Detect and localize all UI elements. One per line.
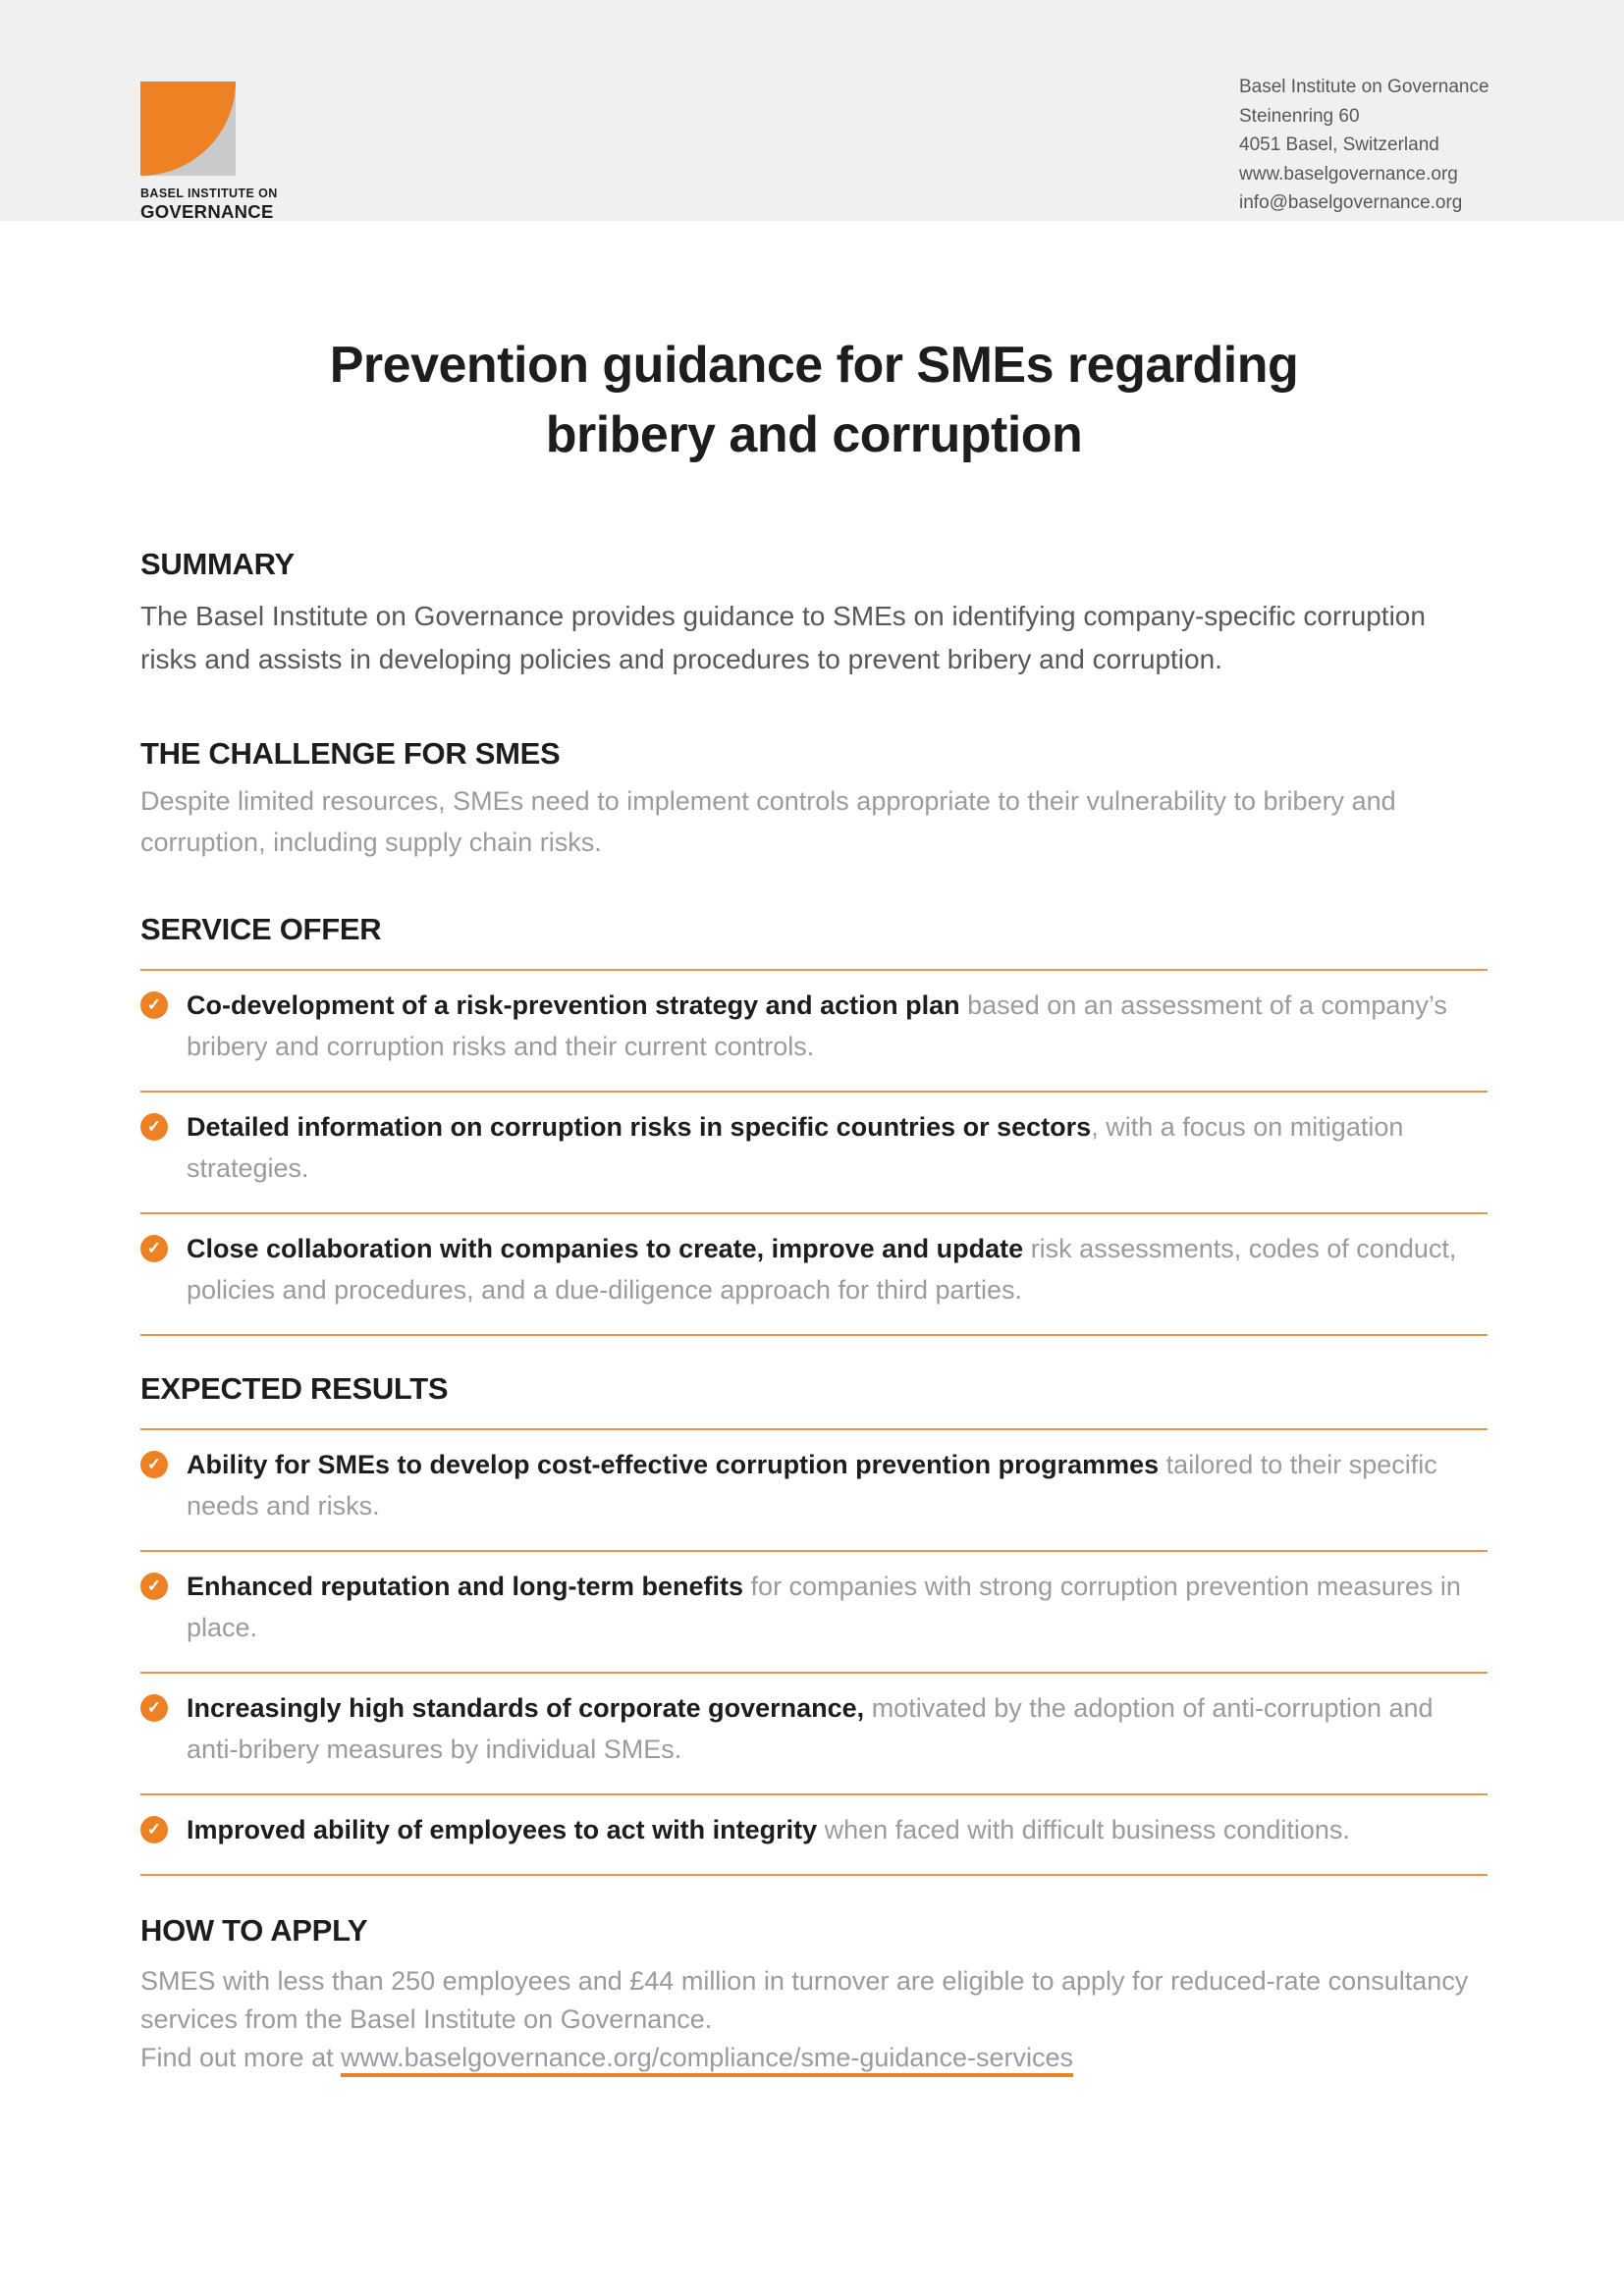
- list-item-lead: Detailed information on corruption risks in specific countries or sectors: [187, 1112, 1092, 1142]
- list-item: [140, 1091, 1488, 1212]
- check-icon: ✓: [140, 1113, 168, 1141]
- list-item-lead: Close collaboration with companies to create, improve and update: [187, 1234, 1024, 1263]
- section-service-offer: [140, 912, 1488, 1336]
- logo-text-line1: BASEL INSTITUTE ON: [140, 187, 278, 200]
- list-item-text: [187, 1687, 1488, 1770]
- list-item-text: [187, 1809, 1350, 1850]
- list-item-detail: tailored to their specific needs and risks.: [187, 1450, 1437, 1521]
- list-item-text: [187, 1566, 1488, 1648]
- list-item-lead: Ability for SMEs to develop cost-effective corruption prevention programmes: [187, 1450, 1160, 1479]
- service-offer-list: [140, 969, 1488, 1336]
- list-item: [140, 1793, 1488, 1874]
- list-item-detail: based on an assessment of a company’s bribery and corruption risks and their current controls.: [187, 990, 1447, 1061]
- logo-mark-icon: [140, 81, 236, 176]
- check-icon: ✓: [140, 1573, 168, 1600]
- section-summary: [140, 547, 1488, 681]
- list-item-text: [187, 1228, 1488, 1310]
- list-item: [140, 1428, 1488, 1550]
- sme-guidance-link[interactable]: www.baselgovernance.org/compliance/sme-guidance-services: [341, 2043, 1073, 2077]
- service-offer-heading: SERVICE OFFER: [140, 912, 382, 946]
- check-icon: ✓: [140, 1816, 168, 1843]
- list-item: [140, 969, 1488, 1091]
- list-item-detail: when faced with difficult business conditions.: [817, 1815, 1350, 1844]
- expected-results-list: [140, 1428, 1488, 1876]
- list-item-detail: risk assessments, codes of conduct, policies and procedures, and a due-diligence approach for third parties.: [187, 1234, 1457, 1305]
- contact-street: Steinenring 60: [1239, 105, 1360, 127]
- logo: [140, 81, 298, 223]
- list-item-lead: Increasingly high standards of corporate governance,: [187, 1693, 865, 1723]
- challenge-text: Despite limited resources, SMEs need to implement controls appropriate to their vulnerability to bribery and corruption, including supply chain risks.: [140, 786, 1396, 857]
- find-out-more-prefix: Find out more at: [140, 2043, 342, 2072]
- check-icon: ✓: [140, 1694, 168, 1722]
- how-to-apply-text: SMES with less than 250 employees and £44 million in turnover are eligible to apply for reduced-rate consultancy services from the Basel Institute on Governance.: [140, 1966, 1469, 2034]
- page-title: [140, 331, 1488, 470]
- list-item: [140, 1212, 1488, 1334]
- list-item-text: [187, 1444, 1488, 1526]
- challenge-heading: THE CHALLENGE FOR SMES: [140, 736, 561, 771]
- section-how-to-apply: [140, 1913, 1488, 2077]
- logo-text-line2: GOVERNANCE: [140, 201, 274, 222]
- document-body: [0, 331, 1624, 2077]
- contact-email: info@baselgovernance.org: [1239, 192, 1463, 213]
- page-title-line1: Prevention guidance for SMEs regarding: [329, 337, 1299, 394]
- list-item-detail: for companies with strong corruption prevention measures in place.: [187, 1572, 1461, 1642]
- find-out-more-line: [140, 2039, 1488, 2077]
- list-item-detail: motivated by the adoption of anti-corruption and anti-bribery measures by individual SMEs.: [187, 1693, 1434, 1764]
- summary-heading: SUMMARY: [140, 547, 295, 581]
- page-title-line2: bribery and corruption: [545, 406, 1083, 463]
- list-item-text: [187, 985, 1488, 1067]
- check-icon: ✓: [140, 991, 168, 1019]
- how-to-apply-heading: HOW TO APPLY: [140, 1913, 368, 1948]
- contact-website: www.baselgovernance.org: [1239, 163, 1458, 185]
- section-expected-results: [140, 1371, 1488, 1876]
- check-icon: ✓: [140, 1235, 168, 1262]
- list-item-lead: Enhanced reputation and long-term benefits: [187, 1572, 744, 1601]
- list-item-lead: Improved ability of employees to act with integrity: [187, 1815, 818, 1844]
- contact-city: 4051 Basel, Switzerland: [1239, 134, 1439, 155]
- list-item: [140, 1672, 1488, 1793]
- check-icon: ✓: [140, 1451, 168, 1478]
- list-item-lead: Co-development of a risk-prevention strategy and action plan: [187, 990, 960, 1020]
- header-band: [0, 0, 1624, 221]
- summary-text: The Basel Institute on Governance provides guidance to SMEs on identifying company-specific corruption risks and assists in developing policies and procedures to prevent bribery and corruption.: [140, 601, 1426, 674]
- expected-results-heading: EXPECTED RESULTS: [140, 1371, 449, 1406]
- list-item-detail: , with a focus on mitigation strategies.: [187, 1112, 1404, 1183]
- contact-org: Basel Institute on Governance: [1239, 77, 1489, 97]
- section-challenge: [140, 736, 1488, 863]
- list-item: [140, 1550, 1488, 1672]
- contact-block: [1239, 73, 1489, 218]
- list-item-text: [187, 1106, 1488, 1189]
